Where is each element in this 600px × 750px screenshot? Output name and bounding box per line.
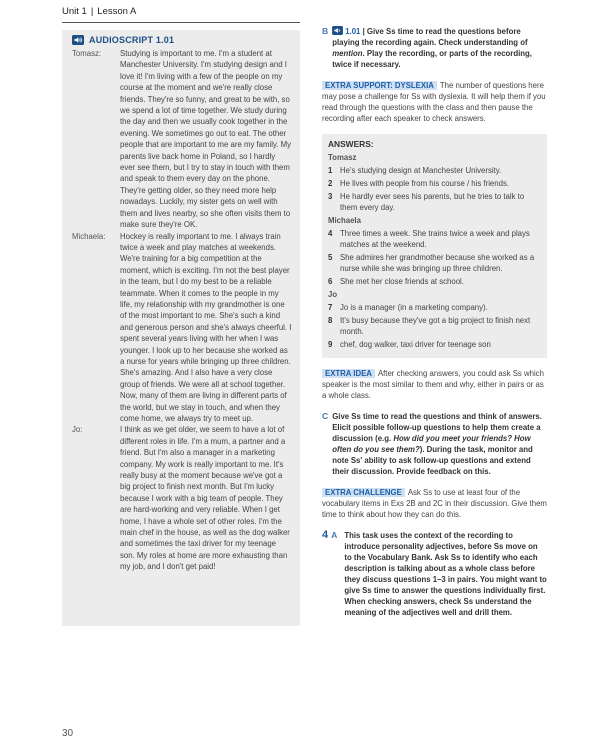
answers-box <box>322 134 547 358</box>
audioscript-title: AUDIOSCRIPT 1.01 <box>89 35 175 45</box>
note-b-emph: mention <box>332 49 363 58</box>
answer-text: Jo is a manager (in a marketing company). <box>340 303 488 312</box>
extra-support-dyslexia <box>322 80 547 124</box>
page-header <box>62 6 136 17</box>
speaker-name: Jo: <box>72 425 83 435</box>
answer-number: 3 <box>328 192 333 201</box>
recording-ref: 1.01 <box>345 27 361 36</box>
exercise-label <box>322 530 341 618</box>
speaker-text: Studying is important to me. I'm a student at Manchester University. I'm studying design and I love it! I'm living with a few of the people on my course at the moment and we're really close friends. They're so funny, and great to be with, so we spend a lot of time together. We study during the day and then we usually cook together in the evening. We sometimes go out to eat. The other people that are important to me are my family. My parents live back home in Poland, so I hardly ever see them, but I try to stay in touch with them and speak to them every day on the phone. They're getting older, so they need more help nowadays. Luckily, my sister gets on well with them and lives nearby, so she often visits them to make sure they're OK. <box>120 49 292 230</box>
extra-challenge-text: Ask Ss to use at least four of the vocabulary items in Exs 2B and 2C in their discussion. Give them time to think about how they can do this. <box>322 488 547 519</box>
answer-text: He's studying design at Manchester University. <box>340 166 502 175</box>
answer-item <box>328 252 541 274</box>
speaker-name: Tomasz: <box>72 49 102 58</box>
speaker-icon <box>332 26 343 35</box>
header-rule <box>62 22 300 23</box>
note-4a <box>322 530 547 618</box>
extra-challenge <box>322 487 547 520</box>
page-number: 30 <box>62 728 74 739</box>
script-turn <box>62 48 300 231</box>
answers-speaker: Michaela <box>328 216 361 225</box>
extra-idea <box>322 368 547 401</box>
answer-item <box>328 178 541 189</box>
note-letter: C <box>322 411 329 421</box>
extra-challenge-label: EXTRA CHALLENGE <box>322 488 405 497</box>
extra-idea-label: EXTRA IDEA <box>322 369 375 378</box>
answer-item <box>328 339 541 350</box>
answer-number: 5 <box>328 253 333 262</box>
exercise-sub: A <box>331 530 338 540</box>
answer-item <box>328 315 541 337</box>
answer-item <box>328 302 541 313</box>
answer-number: 1 <box>328 166 333 175</box>
note-c-emph: How did you meet your friends? How often do you see them? <box>332 434 531 454</box>
speaker-text: Hockey is really important to me. I always train twice a week and play matches at weekends. We're training for a big competition at the moment, which is exciting. I'm not the best player in the team, but I do my best to be a reliable teammate. When it comes to the people in my life, my relationship with my grandmother is one of the most important to me. She's such a kind and generous person and she's always cheerful. I spent several years living with her when I was younger. I look up to her because she worked as a nurse for years while bringing up three children. She's amazing. And I also have a very close group of friends. We were all at school together. Now, many of them are living in different parts of the world, but we stay in touch, and when they come home, we always try to meet up. <box>120 231 292 423</box>
note-b: B 1.01 | Give Ss time to read the questions before playing the recording again. Check understanding of mention. Play the recording, or parts of the recording, twice if necessary. <box>322 26 532 69</box>
answer-text: She admires her grandmother because she worked as a nurse while she was bringing up three children. <box>340 253 535 273</box>
answer-number: 7 <box>328 303 333 312</box>
answer-number: 9 <box>328 340 333 349</box>
answer-text: Three times a week. She trains twice a week and plays matches at the weekend. <box>340 229 530 249</box>
extra-idea-text: After checking answers, you could ask Ss which speaker is the most similar to them and why, either in pairs or as a whole class. <box>322 369 544 400</box>
note-b-text-2: . Play the recording, or parts of the recording, twice if necessary. <box>332 49 532 69</box>
answers-speaker: Tomasz <box>328 153 357 162</box>
script-turn <box>62 424 300 572</box>
exercise-number: 4 <box>322 529 329 541</box>
answer-item <box>328 165 541 176</box>
speaker-text: I think as we get older, we seem to have a lot of different roles in life. I'm a mum, a partner and a friend. But I'm also a manager in a marketing company. My work is really important to me. It's really busy at the moment because we've got a big project to finish next month. But I'm lucky because I work with a big team of people. They are hard-working and very reliable. When I get home, I have a whole set of other roles. I'm the main chef in the house, as well as the dog walker and sometimes the taxi driver for my teenage son. My roles at home are more exhausting than my job, and I don't get paid! <box>120 425 290 572</box>
extra-support-text: The number of questions here may pose a challenge for Ss with dyslexia. It will help them if you read through the questions with the class and then pause the recording after each speaker to check answers. <box>322 81 546 123</box>
header-separator: | <box>90 6 94 17</box>
note-c-text-1: Give Ss time to read the questions and think of answers. Elicit possible follow-up questions to help them create a discussion (e.g. <box>332 412 542 443</box>
note-b-text-1: Give Ss time to read the questions before playing the recording again. Check understanding of <box>332 27 528 47</box>
note-letter: B <box>322 26 329 36</box>
extra-support-label: EXTRA SUPPORT: DYSLEXIA <box>322 81 437 90</box>
answer-item <box>328 276 541 287</box>
audioscript-heading <box>62 30 300 48</box>
note-c <box>322 411 547 477</box>
speaker-icon <box>72 35 84 45</box>
lesson-label: Lesson A <box>97 6 137 17</box>
answer-text: She met her close friends at school. <box>340 277 464 286</box>
teacher-notes <box>322 26 547 618</box>
answer-item <box>328 228 541 250</box>
answers-title: ANSWERS: <box>328 139 374 149</box>
answer-item <box>328 191 541 213</box>
note-c-text-2: ). During the task, monitor and note Ss' ability to ask follow-up questions and extend their discussion. Provide feedback on this. <box>332 445 533 476</box>
note-4a-text: This task uses the context of the recording to introduce personality adjectives, before Ss move on to the Vocabulary Bank. Ask Ss to identify who each description is talking about as a whole class before they discuss questions 1–3 in pairs. You might want to give Ss time to answer the questions individually first. When checking answers, check Ss understand the meaning of the adjectives well and drill them. <box>344 531 547 617</box>
answer-text: He lives with people from his course / his friends. <box>340 179 510 188</box>
answers-speaker: Jo <box>328 290 338 299</box>
answer-text: He hardly ever sees his parents, but he tries to talk to them every day. <box>340 192 525 212</box>
unit-label: Unit 1 <box>62 6 87 17</box>
audioscript-panel <box>62 30 300 626</box>
speaker-name: Michaela: <box>72 231 106 241</box>
answer-number: 4 <box>328 229 333 238</box>
answer-text: chef, dog walker, taxi driver for teenage son <box>340 340 491 349</box>
answer-number: 2 <box>328 179 333 188</box>
script-turn <box>62 231 300 425</box>
answer-number: 6 <box>328 277 333 286</box>
answer-text: It's busy because they've got a big project to finish next month. <box>340 316 531 336</box>
answer-number: 8 <box>328 316 333 325</box>
